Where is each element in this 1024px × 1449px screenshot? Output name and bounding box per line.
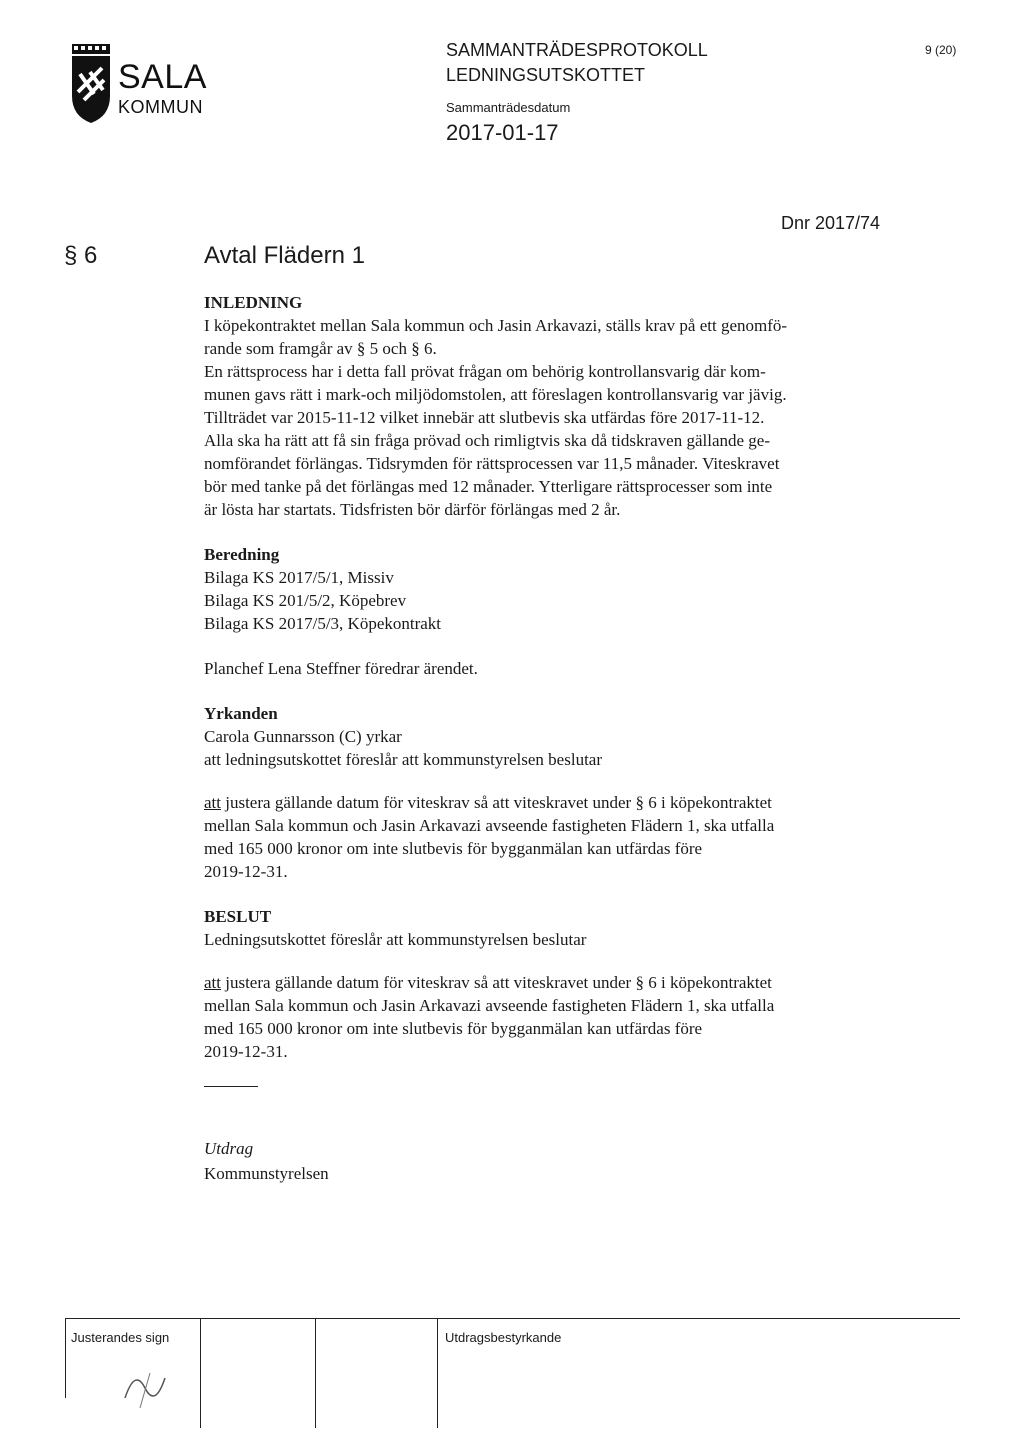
document-body <box>204 291 904 1063</box>
inledning-line: En rättsprocess har i detta fall prövat frågan om behörig kontrollansvarig där kom- <box>204 362 766 381</box>
inledning-line: munen gavs rätt i mark-och miljödomstolen, att föreslagen kontrollansvarig var jävig. <box>204 385 787 404</box>
utdrag-recipient: Kommunstyrelsen <box>204 1164 329 1183</box>
utdrag-block <box>204 1136 329 1186</box>
logo-kommun-text: KOMMUN <box>118 97 203 117</box>
yrkanden-line: Carola Gunnarsson (C) yrkar <box>204 727 402 746</box>
inledning-line: är lösta har startats. Tidsfristen bör därför förlängas med 2 år. <box>204 500 621 519</box>
beslut-att-line: 2019-12-31. <box>204 1042 288 1061</box>
sala-kommun-crest <box>70 44 112 124</box>
beredning-item: Bilaga KS 201/5/2, Köpebrev <box>204 591 407 610</box>
inledning-line: I köpekontraktet mellan Sala kommun och Jasin Arkavazi, ställs krav på ett genomfö- <box>204 316 788 335</box>
beredning-item: Bilaga KS 2017/5/3, Köpekontrakt <box>204 614 442 633</box>
yrkanden-att-line <box>204 791 904 814</box>
beredning-heading: Beredning <box>204 545 280 564</box>
beslut-heading: BESLUT <box>204 907 272 926</box>
section-symbol: § 6 <box>64 242 98 269</box>
organ-name: LEDNINGSUTSKOTTET <box>446 65 646 85</box>
section-title: Avtal Flädern 1 <box>204 242 365 269</box>
inledning-line: rande som framgår av § 5 och § 6. <box>204 339 437 358</box>
beredning-presenter: Planchef Lena Steffner föredrar ärendet. <box>204 659 478 678</box>
yrkanden-heading: Yrkanden <box>204 704 278 723</box>
meeting-date-label: Sammanträdesdatum <box>446 100 571 115</box>
inledning-line: nomförandet förlängas. Tidsrymden för rättsprocessen var 11,5 månader. Viteskravet <box>204 454 780 473</box>
meeting-date: 2017-01-17 <box>446 120 559 145</box>
document-type: SAMMANTRÄDESPROTOKOLL <box>446 40 708 60</box>
beslut-line: Ledningsutskottet föreslår att kommunstyrelsen beslutar <box>204 930 587 949</box>
inledning-line: Tillträdet var 2015-11-12 vilket innebär att slutbevis ska utfärdas före 2017-11-12. <box>204 408 765 427</box>
yrkanden-att-line: med 165 000 kronor om inte slutbevis för bygganmälan kan utfärdas före <box>204 839 703 858</box>
att-text: justera gällande datum för viteskrav så att viteskravet under § 6 i köpekontraktet <box>221 793 772 812</box>
justerandes-sign-label: Justerandes sign <box>71 1330 170 1345</box>
inledning-line: Alla ska ha rätt att få sin fråga prövad och rimligtvis ska då tidskraven gällande ge- <box>204 431 771 450</box>
utdrag-label: Utdrag <box>204 1139 254 1158</box>
yrkanden-att-line: 2019-12-31. <box>204 862 288 881</box>
signature-border <box>437 1318 438 1428</box>
beslut-att-line <box>204 971 904 994</box>
att-keyword: att <box>204 793 221 812</box>
beslut-att-line: med 165 000 kronor om inte slutbevis för bygganmälan kan utfärdas före <box>204 1019 703 1038</box>
logo-sala-text: SALA <box>118 58 207 96</box>
inledning-heading: INLEDNING <box>204 293 303 312</box>
att-keyword: att <box>204 973 221 992</box>
signature-border <box>315 1318 316 1428</box>
separator-rule <box>204 1086 258 1087</box>
yrkanden-line: att ledningsutskottet föreslår att kommunstyrelsen beslutar <box>204 750 602 769</box>
page-number: 9 (20) <box>925 43 957 57</box>
inledning-line: bör med tanke på det förlängas med 12 månader. Ytterligare rättsprocesser som inte <box>204 477 773 496</box>
diary-number: Dnr 2017/74 <box>781 213 881 233</box>
yrkanden-att-line: mellan Sala kommun och Jasin Arkavazi avseende fastigheten Flädern 1, ska utfalla <box>204 816 775 835</box>
beredning-item: Bilaga KS 2017/5/1, Missiv <box>204 568 394 587</box>
utdragsbestyrkande-label: Utdragsbestyrkande <box>445 1330 562 1345</box>
signature-table <box>65 1318 960 1428</box>
att-text: justera gällande datum för viteskrav så att viteskravet under § 6 i köpekontraktet <box>221 973 772 992</box>
signature-border <box>200 1318 201 1428</box>
beslut-att-line: mellan Sala kommun och Jasin Arkavazi avseende fastigheten Flädern 1, ska utfalla <box>204 996 775 1015</box>
signature-mark <box>105 1348 185 1418</box>
signature-border <box>65 1318 66 1398</box>
